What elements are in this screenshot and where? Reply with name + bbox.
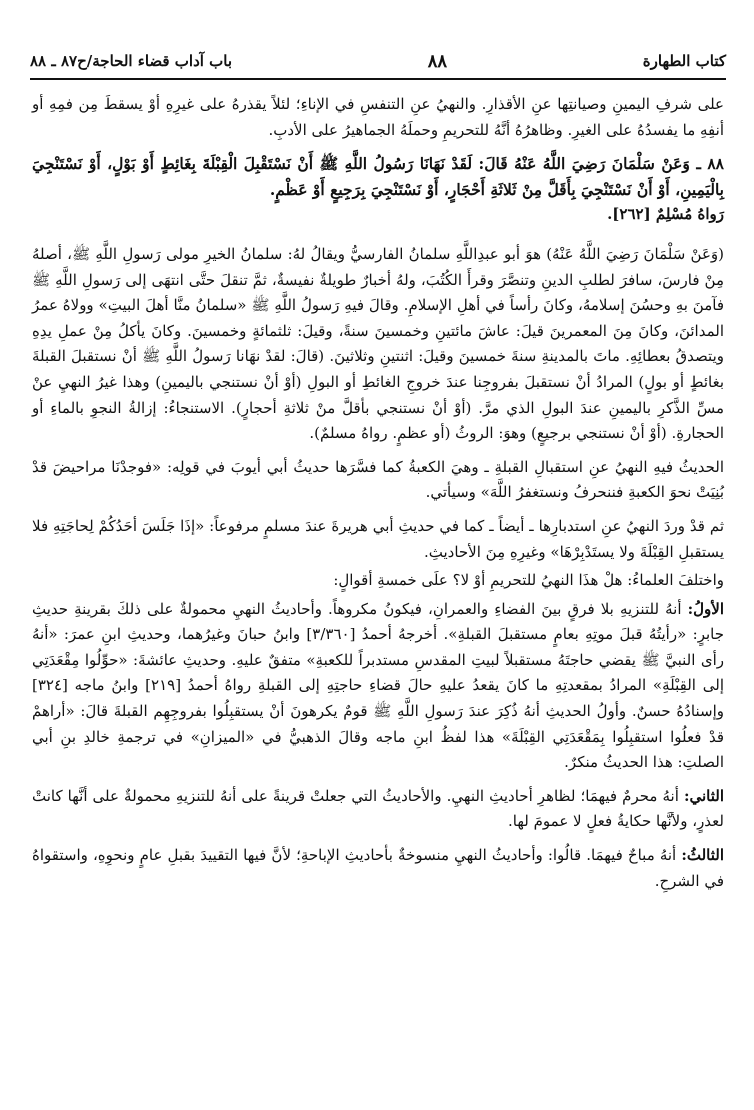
hadith-text: [32, 151, 724, 202]
book-title: كتاب الطهارة: [642, 52, 726, 70]
opinion-label: الأولُ:: [687, 599, 724, 618]
paragraph-text: على شرفِ اليمينِ وصيانتِها عنِ الأقذارِ. والنهيُ عنِ التنفسِ في الإناءِ؛ لئلاً يقذرهُ على غيرِهِ أوْ يسقطَ مِن فمِهِ أو أنفِهِ ما يفسدُهُ على الغيرِ. وظاهرُهُ أنَّهُ للتحريمِ وحملَهُ الجماهيرُ على الأدبِ.: [32, 95, 724, 139]
hadith-reference: [32, 202, 724, 228]
paragraph-text: رَواهُ مُسْلِمٌ [٢٦٢].: [607, 205, 724, 224]
chapter-title: باب آداب قضاء الحاجة/ح٨٧ ـ ٨٨: [30, 52, 233, 70]
paragraph-text: ٨٨ ـ وَعَنْ سَلْمَانَ رَضِيَ اللَّهُ عَنْهُ قَالَ: لَقَدْ نَهَانَا رَسُولُ اللَّهِ ﷺ أَنْ نَسْتَقْبِلَ الْقِبْلَةَ بِغَائِطٍ أَوْ بَوْلٍ، أَوْ نَسْتَنْجِيَ بِالْيَمِينِ، أَوْ أَنْ نَسْتَنْجِيَ بِأَقَلَّ مِنْ ثَلاثَةِ أَحْجَارٍ، أَوْ نَسْتَنْجِيَ بِرَجِيعٍ أَوْ عَظْمٍ.: [32, 154, 724, 199]
page-body: [32, 92, 724, 1104]
paragraph-text: أنهُ محرمٌ فيهمَا؛ لظاهرِ أحاديثِ النهيِ. والأحاديثُ التي جعلتْ قرينةً على أنهُ للتنزيهِ محمولةٌ على أنَّها كانتْ لعذرٍ، ولأنَّها حكايةُ فعلٍ لا عمومَ لها.: [32, 786, 724, 831]
page-number: ٨٨: [427, 50, 448, 72]
commentary-paragraph: [32, 242, 724, 447]
commentary-paragraph: [32, 784, 724, 835]
page-header: [30, 44, 726, 80]
opinion-label: الثالثُ:: [681, 846, 724, 865]
commentary-paragraph: [32, 843, 724, 894]
commentary-paragraph: [32, 514, 724, 565]
paragraph-text: أنهُ مباحٌ فيهمَا. قالُوا: وأحاديثُ النهيِ منسوخةٌ بأحاديثِ الإباحةِ؛ لأنَّ فيها التقييدَ بقبلِ عامٍ ونحوِهِ، واستقواهُ في الشرحِ.: [32, 846, 724, 890]
commentary-paragraph: [32, 455, 724, 506]
opinion-label: الثاني:: [683, 786, 724, 805]
commentary-paragraph: [32, 597, 724, 776]
paragraph-text: أنهُ للتنزيهِ بلا فرقٍ بينَ الفضاءِ والعمرانِ، فيكونُ مكروهاً. وأحاديثُ النهيِ محمولةٌ على ذلكَ بقرينةِ حديثِ جابرٍ: «رأيتُهُ قبلَ موتِهِ بعامٍ مستقبلَ القبلةِ». أخرجهُ أحمدُ [٣/٣٦٠] وابنُ حبانَ وغيرُهما، وحديثِ ابنِ عمرَ: «أنهُ رأى النبيَّ ﷺ يقضي حاجتَهُ مستقبلاً لبيتِ المقدسِ مستدبراً للكعبةِ» متفقٌ عليهِ. وحديثِ عائشةَ: «حوِّلُوا مِقْعَدَتِي إلى القِبْلَةِ» المرادُ بمقعدتِهِ ما كانَ يقعدُ عليهِ حالَ قضاءِ حاجتِهِ إلى القبلةِ رواهُ أحمدُ [٢١٩] وابنُ ماجه [٣٢٤] وإسنادُهُ حسنٌ. وأولُ الحديثِ أنهُ ذُكِرَ عندَ رَسولِ اللَّهِ ﷺ قومٌ يكرهونَ أنْ يستقبِلُوا بفروجِهِم القبلةَ قالَ: «أراهمْ قدْ فعلُوا استقبِلُوا بِمَقْعَدَتِي القِبْلَةَ» هذا لفظُ ابنِ ماجه وقالَ الذهبيُّ في «الميزانِ» في ترجمةِ خالدِ بنِ أبي الصلتِ: هذا الحديثُ منكرٌ.: [32, 599, 724, 772]
paragraph-text: واختلفَ العلماءُ: هلْ هذَا النهيُ للتحريمِ أوْ لا؟ علَى خمسةِ أقوالٍ:: [333, 571, 724, 590]
paragraph-text: ثم قدْ وردَ النهيُ عنِ استدبارِها ـ أيضاً ـ كما في حديثِ أبي هريرةَ عندَ مسلمٍ مرفوعاً: «إذَا جَلَسَ أحَدُكُمْ لِحاجَتِهِ فلا يستقبلِ القِبْلَةَ ولا يستَدْبِرْهَا» وغيرِهِ مِنَ الأحاديثِ.: [32, 516, 724, 561]
paragraph-text: (وَعَنْ سَلْمَانَ رَضِيَ اللَّهُ عَنْهُ) هوَ أبو عبدِاللَّهِ سلمانُ الفارسيُّ ويقالُ لهُ: سلمانُ الخيرِ مولى رَسولِ اللَّهِ ﷺ، أصلهُ مِنْ فارسَ، سافرَ لطلبِ الدينِ وتنصَّرَ وقرأَ الكُتُبَ، ولهُ أخبارٌ طويلةٌ نفيسةٌ، ثمَّ تنقلَ حتَّى انتهَى إلى رَسولِ اللَّهِ ﷺ فآمنَ بهِ وحسُنَ إسلامهُ، وكانَ رأساً في أهلِ الإسلامِ. وقالَ فيهِ رَسولُ اللَّهِ ﷺ «سلمانُ منَّا أهلَ البيتِ» وولاهُ عمرُ المدائنَ، وكانَ مِنَ المعمرينَ قيلَ: عاشَ مائتينِ وخمسينَ سنةً، وقيلَ: ثلثمائةٍ وخمسينَ. وكانَ يأكلُ مِنْ عملِ يدِهِ ويتصدقُ بعطائِهِ. ماتَ بالمدينةِ سنةَ خمسينَ وقيلَ: اثنتينِ وثلاثينَ. (قالَ: لقدْ نهَانا رَسولُ اللَّهِ ﷺ أنْ نستقبلَ القبلةَ بغائطٍ أو بولٍ) المرادُ أنْ نستقبلَ بفروجِنا عندَ خروجِ الغائطِ أو البولِ (أوْ أنْ نستنجي باليمينِ) وهذا غيرُ النهيِ عنْ مسِّ الذَّكرِ باليمينِ عندَ البولِ الذي مرَّ. (أوْ أنْ نستنجي بأقلَّ منْ ثلاثةِ أحجارٍ). الاستنجاءُ: إزالةُ النجوِ بالماءِ أو الحجارةِ. (أوْ أنْ نستنجي برجيعٍ) وهوَ: الروثُ (أو عظمٍ. رواهُ مسلمٌ).: [32, 244, 724, 443]
paragraph-text: الحديثُ فيهِ النهيُ عنِ استقبالِ القبلةِ ـ وهيَ الكعبةُ كما فسَّرَها حديثُ أبي أيوبَ في قولِه: «فوجدْنَا مراحيضَ قدْ بُنِيَتْ نحوَ الكعبةِ فننحرفُ ونستغفرُ اللَّهَ» وسيأتي.: [32, 457, 724, 502]
commentary-paragraph: [32, 568, 724, 594]
commentary-paragraph: [32, 92, 724, 143]
